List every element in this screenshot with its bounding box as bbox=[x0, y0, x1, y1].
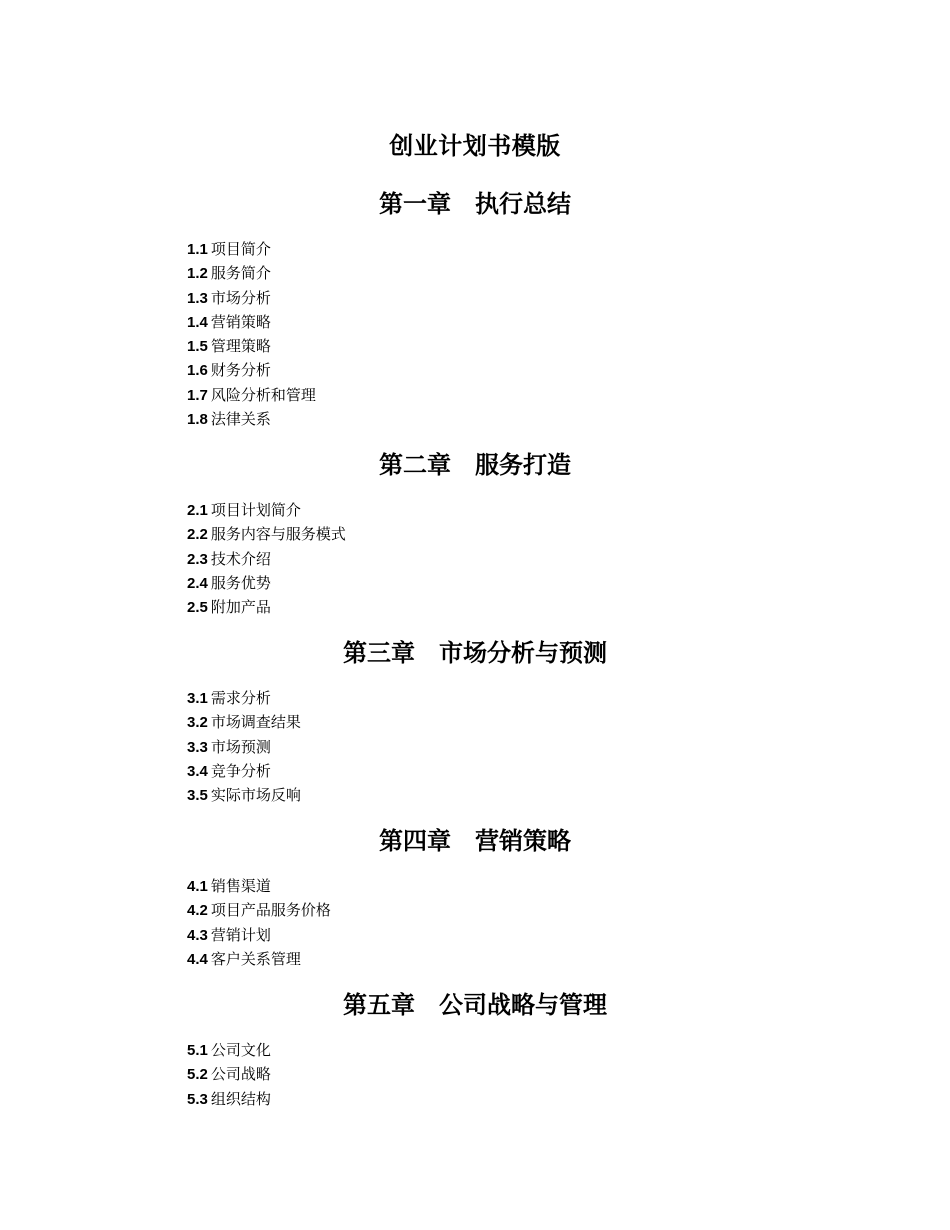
section-list-2 bbox=[187, 498, 346, 619]
section-number: 2.5 bbox=[187, 599, 208, 617]
section-number: 3.1 bbox=[187, 690, 208, 707]
section-number: 4.1 bbox=[187, 878, 208, 895]
section-label: 需求分析 bbox=[210, 689, 271, 707]
chapter-heading-2: 第二章 服务打造 bbox=[379, 451, 571, 479]
section-item bbox=[187, 923, 331, 947]
section-number: 3.5 bbox=[187, 787, 208, 805]
section-number: 4.4 bbox=[187, 950, 208, 968]
section-label: 服务内容与服务模式 bbox=[210, 525, 346, 544]
section-number: 1.7 bbox=[187, 386, 208, 404]
section-label: 法律关系 bbox=[210, 410, 271, 429]
chapter-heading-5: 第五章 公司战略与管理 bbox=[343, 991, 607, 1019]
section-item bbox=[187, 1087, 271, 1111]
section-label: 市场调查结果 bbox=[210, 713, 301, 732]
section-item bbox=[187, 407, 316, 431]
section-item bbox=[187, 358, 316, 382]
section-label: 附加产品 bbox=[210, 598, 271, 617]
section-number: 4.3 bbox=[187, 926, 208, 944]
section-number: 5.3 bbox=[187, 1090, 208, 1108]
chapter-heading-1: 第一章 执行总结 bbox=[379, 190, 571, 218]
section-number: 1.3 bbox=[187, 289, 208, 307]
section-label: 财务分析 bbox=[210, 361, 271, 380]
section-item bbox=[187, 874, 331, 898]
section-number: 1.1 bbox=[187, 241, 208, 258]
section-label: 项目产品服务价格 bbox=[210, 901, 331, 920]
section-label: 服务简介 bbox=[210, 264, 271, 283]
section-list-1 bbox=[187, 237, 316, 431]
section-label: 销售渠道 bbox=[210, 877, 271, 895]
section-item bbox=[187, 498, 346, 522]
section-item bbox=[187, 783, 301, 807]
section-label: 项目计划简介 bbox=[210, 501, 301, 519]
section-number: 1.5 bbox=[187, 338, 208, 356]
section-label: 服务优势 bbox=[210, 573, 271, 592]
section-number: 5.2 bbox=[187, 1066, 208, 1084]
section-number: 2.4 bbox=[187, 574, 208, 592]
section-list-5 bbox=[187, 1038, 271, 1111]
section-number: 4.2 bbox=[187, 902, 208, 920]
section-item bbox=[187, 522, 346, 546]
section-number: 3.2 bbox=[187, 714, 208, 732]
section-label: 实际市场反响 bbox=[210, 786, 301, 805]
section-item bbox=[187, 383, 316, 407]
section-item bbox=[187, 710, 301, 734]
section-number: 2.3 bbox=[187, 550, 208, 568]
section-label: 营销策略 bbox=[210, 312, 271, 331]
section-item bbox=[187, 237, 316, 261]
section-label: 公司战略 bbox=[210, 1065, 271, 1084]
section-label: 市场预测 bbox=[210, 737, 271, 756]
section-label: 公司文化 bbox=[210, 1041, 271, 1059]
section-item bbox=[187, 947, 331, 971]
section-label: 市场分析 bbox=[210, 288, 271, 307]
section-number: 3.4 bbox=[187, 762, 208, 780]
section-number: 2.2 bbox=[187, 526, 208, 544]
section-item bbox=[187, 261, 316, 285]
section-number: 5.1 bbox=[187, 1042, 208, 1059]
section-item bbox=[187, 1038, 271, 1062]
section-label: 项目简介 bbox=[210, 240, 271, 258]
section-number: 1.8 bbox=[187, 411, 208, 429]
section-number: 1.2 bbox=[187, 265, 208, 283]
section-item bbox=[187, 595, 346, 619]
section-number: 3.3 bbox=[187, 738, 208, 756]
section-item bbox=[187, 759, 301, 783]
section-item bbox=[187, 735, 301, 759]
section-number: 1.4 bbox=[187, 313, 208, 331]
section-label: 竞争分析 bbox=[210, 761, 271, 780]
section-label: 风险分析和管理 bbox=[210, 385, 316, 404]
section-item bbox=[187, 334, 316, 358]
section-number: 1.6 bbox=[187, 362, 208, 380]
section-label: 组织结构 bbox=[210, 1089, 271, 1108]
section-item bbox=[187, 1062, 271, 1086]
section-item bbox=[187, 571, 346, 595]
section-label: 技术介绍 bbox=[210, 549, 271, 568]
document-title: 创业计划书模版 bbox=[389, 132, 561, 160]
chapter-heading-4: 第四章 营销策略 bbox=[379, 827, 571, 855]
section-label: 营销计划 bbox=[210, 925, 271, 944]
section-label: 管理策略 bbox=[210, 337, 271, 356]
section-label: 客户关系管理 bbox=[210, 949, 301, 968]
section-item bbox=[187, 686, 301, 710]
section-item bbox=[187, 286, 316, 310]
section-list-4 bbox=[187, 874, 331, 971]
section-list-3 bbox=[187, 686, 301, 807]
section-item bbox=[187, 547, 346, 571]
section-item bbox=[187, 310, 316, 334]
section-number: 2.1 bbox=[187, 502, 208, 519]
chapter-heading-3: 第三章 市场分析与预测 bbox=[343, 639, 607, 667]
section-item bbox=[187, 898, 331, 922]
